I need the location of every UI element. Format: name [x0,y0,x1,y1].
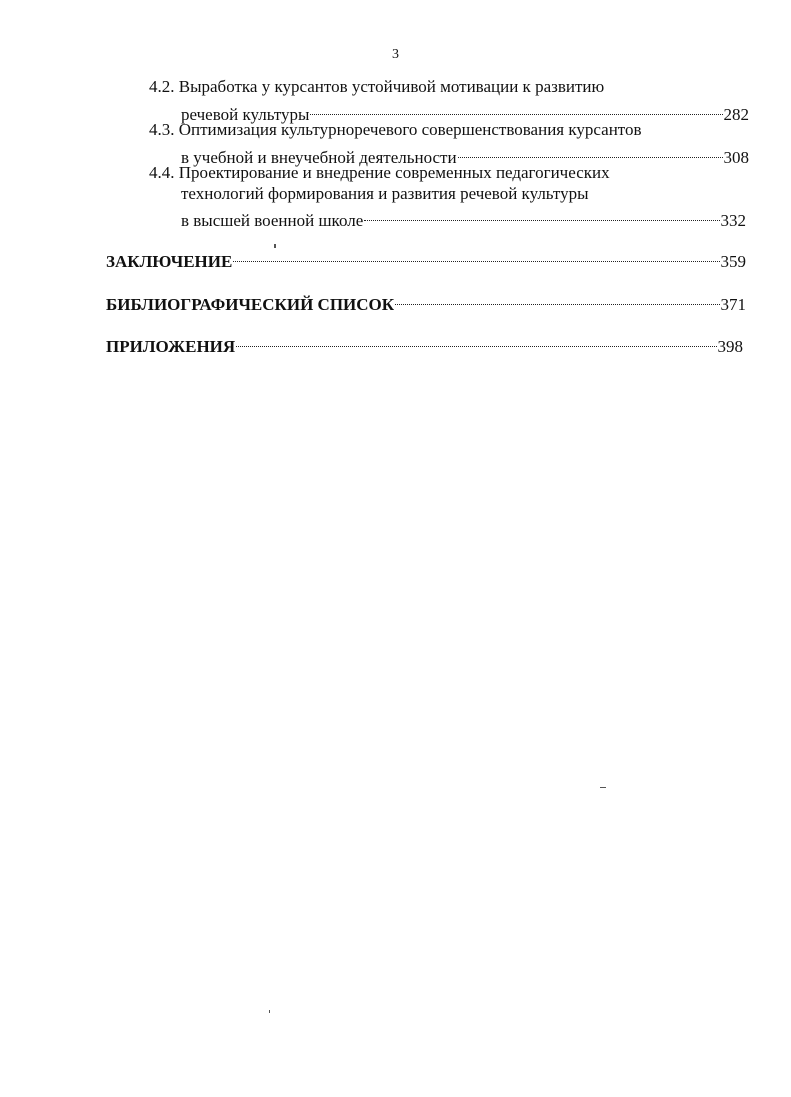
toc-entry-bibliography [106,288,746,316]
toc-entry-conclusion-title: ЗАКЛЮЧЕНИЕ [106,252,233,271]
dot-leader [310,98,722,120]
toc-entry-conclusion-page: 359 [720,252,746,271]
toc-entry-4-4-title: в высшей военной школе [181,211,364,230]
toc-entry-4-3-page: 308 [723,148,749,167]
scan-speck [600,787,606,788]
toc-entry-4-2-line-1: 4.2. Выработка у курсантов устойчивой мотивации к развитию [149,77,605,96]
toc-entry-appendices-page: 398 [717,337,743,356]
toc-entry-bibliography-title: БИБЛИОГРАФИЧЕСКИЙ СПИСОК [106,295,395,314]
dot-leader [236,330,716,352]
toc-entry-4-2-page: 282 [723,105,749,124]
toc-entry-4-3-line-1: 4.3. Оптимизация культурноречевого совершенствования курсантов [149,120,642,139]
toc-entry-4-4-page: 332 [720,211,746,230]
toc-entry-4-2-title: речевой культуры [181,105,310,124]
toc-entry-bibliography-page: 371 [720,295,746,314]
dot-leader [364,204,719,226]
toc-entry-appendices-title: ПРИЛОЖЕНИЯ [106,337,236,356]
scan-speck [274,244,276,248]
dot-leader [395,288,719,310]
dot-leader [458,141,723,163]
scan-speck [269,1010,270,1013]
page-number: 3 [392,47,399,62]
toc-entry-4-4-line-2: технологий формирования и развития речевой культуры [181,184,589,203]
toc-entry-4-4-line-3 [181,204,746,232]
toc-entry-4-4-line-1: 4.4. Проектирование и внедрение современных педагогических [149,163,610,182]
toc-entry-4-3-title: в учебной и внеучебной деятельности [181,148,457,167]
toc-entry-appendices [106,330,743,358]
toc-entry-conclusion [106,245,746,273]
dot-leader [233,245,719,267]
